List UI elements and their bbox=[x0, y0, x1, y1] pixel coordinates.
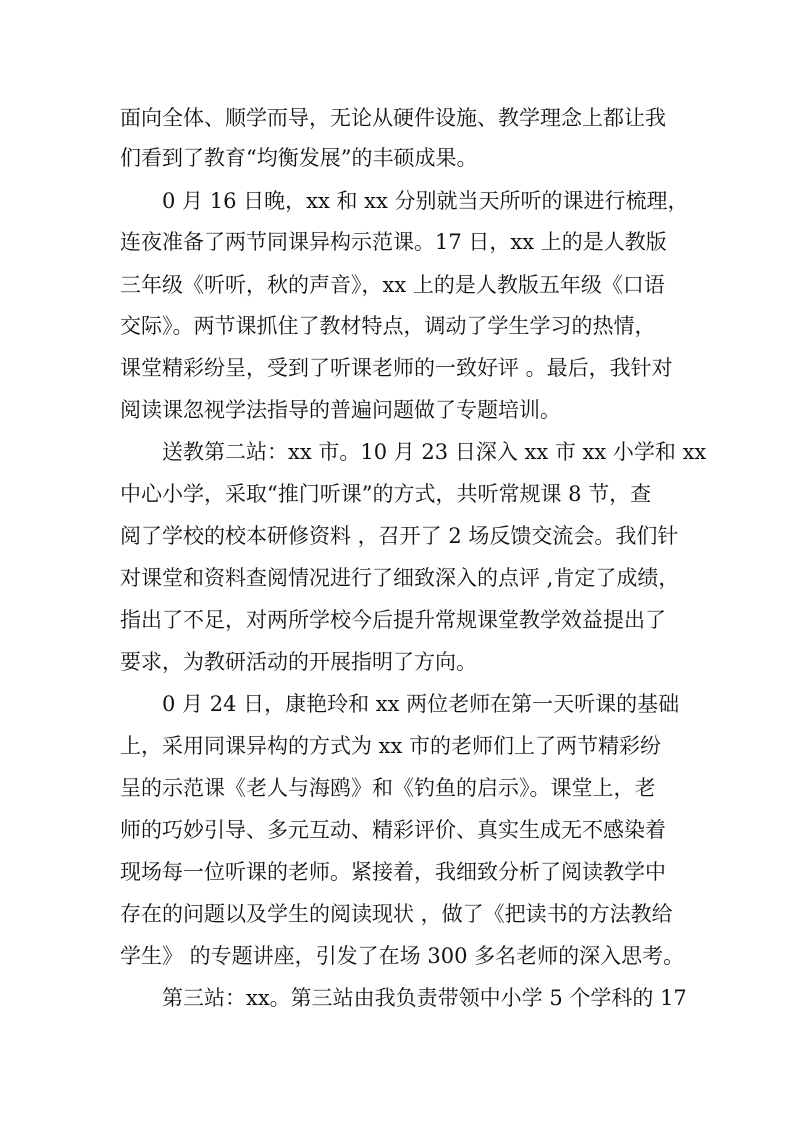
text-line-19: 现场每一位听课的老师。紧接着，我细致分析了阅读教学中 bbox=[120, 860, 666, 884]
text-line-20: 存在的问题以及学生的阅读现状 ，做了《把读书的方法教给 bbox=[120, 902, 673, 926]
text-line-11: 阅了学校的校本研修资料 ，召开了 2 场反馈交流会。我们针 bbox=[120, 524, 679, 548]
text-line-5: 三年级《听听，秋的声音》，xx 上的是人教版五年级《口语 bbox=[120, 273, 665, 297]
text-line-14: 要求，为教研活动的开展指明了方向。 bbox=[120, 650, 477, 674]
text-line-6: 交际》。两节课抓住了教材特点，调动了学生学习的热情， bbox=[120, 314, 656, 338]
text-line-2: 们看到了教育“均衡发展”的丰硕成果。 bbox=[120, 146, 478, 170]
text-line-13: 指出了不足，对两所学校今后提升常规课堂教学效益提出了 bbox=[120, 608, 666, 632]
text-line-18: 师的巧妙引导、多元互动、精彩评价、真实生成无不感染着 bbox=[120, 818, 666, 842]
text-line-16: 上，采用同课异构的方式为 xx 市的老师们上了两节精彩纷 bbox=[120, 734, 662, 758]
text-line-4: 连夜准备了两节同课异构示范课。17 日，xx 上的是人教版 bbox=[120, 230, 667, 254]
text-line-21: 学生》 的专题讲座，引发了在场 300 多名老师的深入思考。 bbox=[120, 944, 685, 968]
text-line-17: 呈的示范课《老人与海鸥》和《钓鱼的启示》。课堂上，老 bbox=[120, 776, 656, 800]
text-line-10: 中心小学，采取“推门听课”的方式，共听常规课 8 节，查 bbox=[120, 482, 652, 506]
text-line-7: 课堂精彩纷呈，受到了听课老师的一致好评 。最后，我针对 bbox=[120, 356, 673, 380]
text-line-1: 面向全体、顺学而导，无论从硬件设施、教学理念上都让我 bbox=[120, 106, 666, 130]
text-line-12: 对课堂和资料查阅情况进行了细致深入的点评 ,肯定了成绩， bbox=[120, 566, 680, 590]
text-line-8: 阅读课忽视学法指导的普遍问题做了专题培训。 bbox=[120, 398, 561, 422]
text-line-9: 送教第二站：xx 市。10 月 23 日深入 xx 市 xx 小学和 xx bbox=[162, 440, 707, 464]
text-line-15: 0 月 24 日，康艳玲和 xx 两位老师在第一天听课的基础 bbox=[162, 692, 680, 716]
text-line-3: 0 月 16 日晚，xx 和 xx 分别就当天所听的课进行梳理， bbox=[162, 189, 689, 213]
text-line-22: 第三站：xx。第三站由我负责带领中小学 5 个学科的 17 bbox=[162, 986, 687, 1010]
